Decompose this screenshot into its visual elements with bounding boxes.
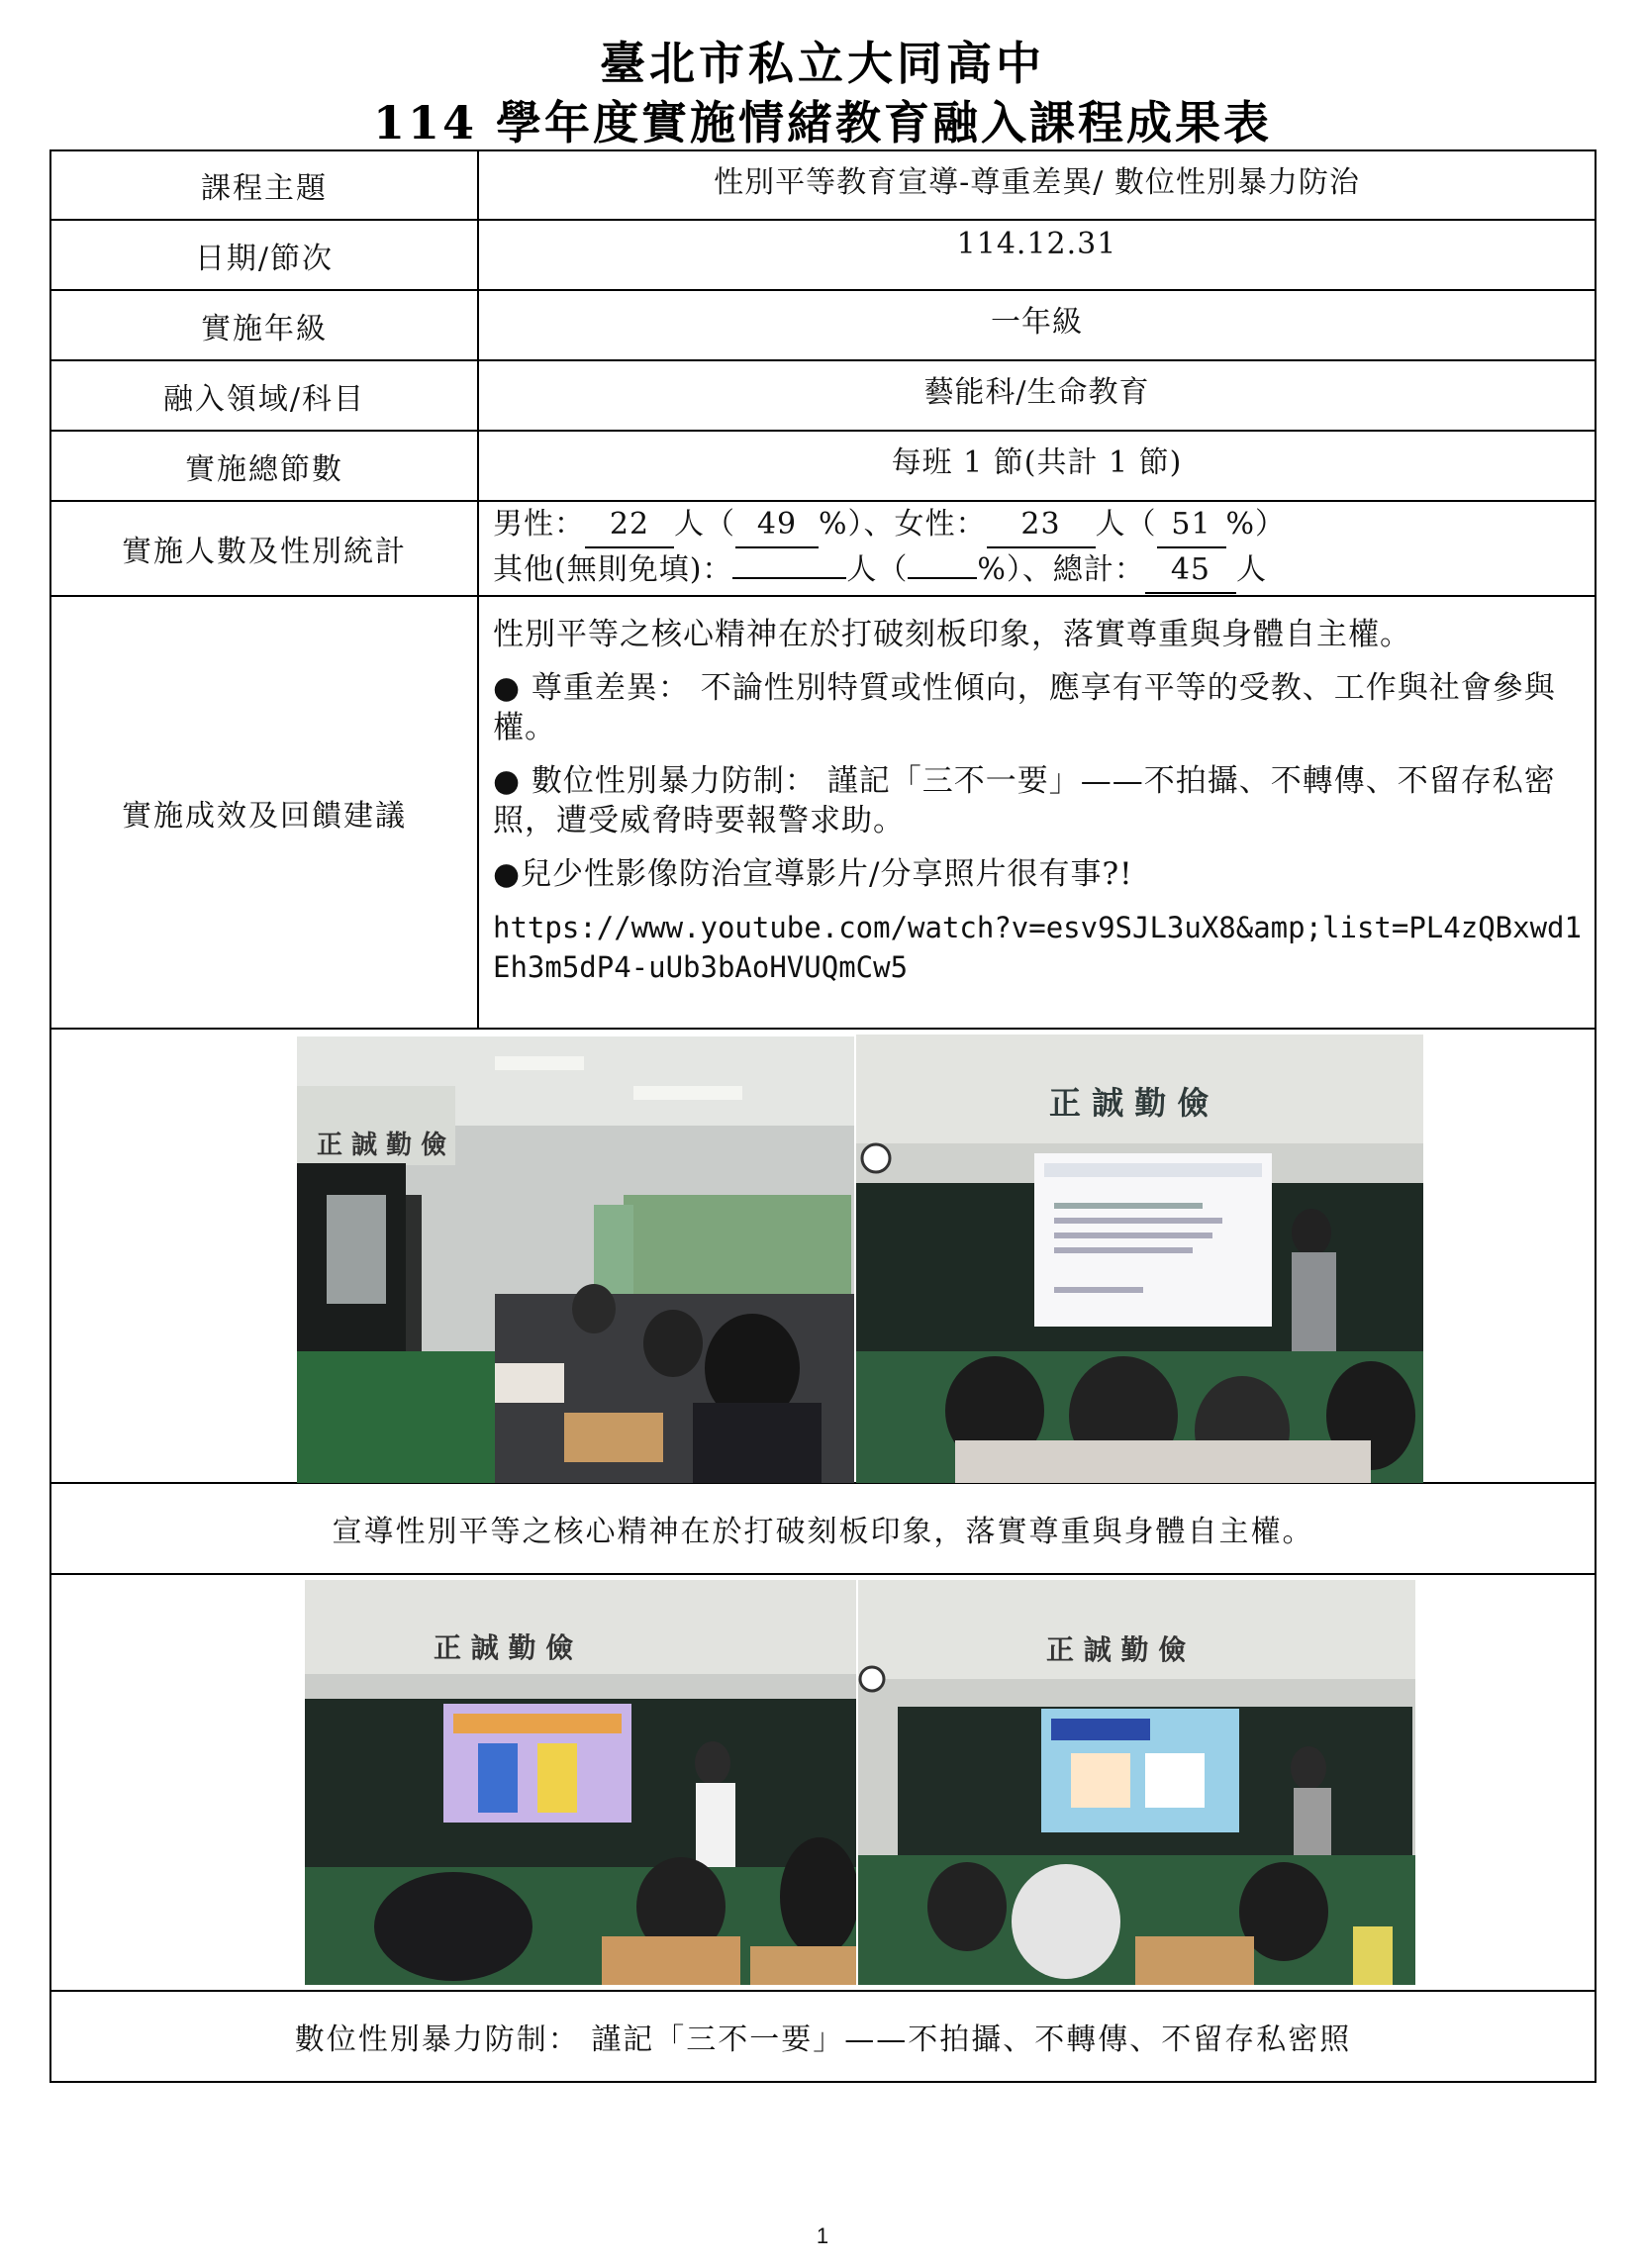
classroom-photo-1 xyxy=(297,1036,854,1483)
date-value: 114.12.31 xyxy=(478,220,1596,290)
row-date xyxy=(50,220,1596,290)
topic-label: 課程主題 xyxy=(50,150,478,220)
grade-label: 實施年級 xyxy=(50,290,478,360)
classroom-photo-4-image xyxy=(858,1580,1415,1985)
photo-row-2 xyxy=(50,1574,1596,1991)
stats-line-2 xyxy=(493,548,1595,594)
row-results xyxy=(50,596,1596,1029)
banner-text-1: 正 誠 勤 儉 xyxy=(317,1131,447,1160)
results-p2: ● 尊重差異： 不論性別特質或性傾向，應享有平等的受教、工作與社會參與權。 xyxy=(493,670,1556,745)
male-label: 男性： xyxy=(493,507,585,542)
other-paren-close: %） xyxy=(977,552,1022,587)
row-grade xyxy=(50,290,1596,360)
domain-value: 藝能科/生命教育 xyxy=(478,360,1596,431)
caption-row-2 xyxy=(50,1991,1596,2082)
caption-row-1 xyxy=(50,1483,1596,1574)
classroom-photo-2 xyxy=(856,1035,1423,1483)
row-topic xyxy=(50,150,1596,220)
total-unit: 人 xyxy=(1235,552,1267,587)
female-unit: 人 xyxy=(1095,507,1126,542)
stats-label: 實施人數及性別統計 xyxy=(50,501,478,596)
stats-value xyxy=(478,501,1596,596)
row-domain xyxy=(50,360,1596,431)
photo-row-1 xyxy=(50,1029,1596,1483)
sessions-value: 每班 1 節(共計 1 節) xyxy=(478,431,1596,501)
results-p4: ●兒少性影像防治宣導影片/分享照片很有事?! xyxy=(493,856,1133,892)
results-p1: 性別平等之核心精神在於打破刻板印象，落實尊重與身體自主權。 xyxy=(493,617,1411,652)
other-unit: 人 xyxy=(846,552,878,587)
topic-value: 性別平等教育宣導-尊重差異/ 數位性別暴力防治 xyxy=(478,150,1596,220)
grade-value: 一年級 xyxy=(478,290,1596,360)
male-percent: 49 xyxy=(735,503,819,548)
results-table xyxy=(49,149,1597,2083)
classroom-photo-3 xyxy=(305,1580,856,1985)
domain-label: 融入領域/科目 xyxy=(50,360,478,431)
classroom-photo-3-image xyxy=(305,1580,856,1985)
school-name: 臺北市私立大同高中 xyxy=(600,37,1045,90)
banner-text-3: 正 誠 勤 儉 xyxy=(434,1631,574,1664)
female-label: 、女性： xyxy=(863,507,987,542)
sessions-label: 實施總節數 xyxy=(50,431,478,501)
other-label: 其他(無則免填)： xyxy=(493,552,733,587)
results-url[interactable]: https://www.youtube.com/watch?v=esv9SJL3uX8&amp;list=PL4zQBxwd1Eh3m5dP4-uUb3bAoHVUQmCw5 xyxy=(493,911,1582,984)
banner-text-4: 正 誠 勤 儉 xyxy=(1046,1633,1187,1666)
results-value xyxy=(478,596,1596,1029)
banner-text-2: 正 誠 勤 儉 xyxy=(1049,1084,1210,1122)
stats-line-1 xyxy=(493,503,1595,548)
female-paren-close: %） xyxy=(1225,507,1287,542)
classroom-photo-2-image xyxy=(856,1035,1423,1483)
document-title: 114 學年度實施情緒教育融入課程成果表 xyxy=(372,96,1273,149)
female-percent: 51 xyxy=(1157,503,1226,548)
photo-cell-1 xyxy=(50,1029,1596,1483)
results-p3: ● 數位性別暴力防制： 謹記「三不一要」——不拍攝、不轉傳、不留存私密照，遭受威脅時要報警求助。 xyxy=(493,763,1556,838)
other-paren: （ xyxy=(877,552,909,587)
female-count: 23 xyxy=(987,503,1096,548)
caption-1: 宣導性別平等之核心精神在於打破刻板印象，落實尊重與身體自主權。 xyxy=(50,1483,1596,1574)
classroom-photo-4 xyxy=(858,1580,1415,1985)
results-label: 實施成效及回饋建議 xyxy=(50,596,478,1029)
row-stats xyxy=(50,501,1596,596)
male-paren-close: %） xyxy=(819,507,864,542)
other-count xyxy=(732,577,846,579)
caption-2: 數位性別暴力防制： 謹記「三不一要」——不拍攝、不轉傳、不留存私密照 xyxy=(50,1991,1596,2082)
classroom-photo-1-image xyxy=(297,1036,854,1483)
male-paren: （ xyxy=(705,507,735,542)
male-count: 22 xyxy=(585,503,674,548)
page-number: 1 xyxy=(816,2223,829,2248)
photo-cell-2 xyxy=(50,1574,1596,1991)
other-percent xyxy=(908,577,977,579)
female-paren: （ xyxy=(1125,507,1157,542)
total-label: 、總計： xyxy=(1021,552,1145,587)
male-unit: 人 xyxy=(674,507,705,542)
date-label: 日期/節次 xyxy=(50,220,478,290)
total-count: 45 xyxy=(1145,548,1236,594)
row-sessions xyxy=(50,431,1596,501)
